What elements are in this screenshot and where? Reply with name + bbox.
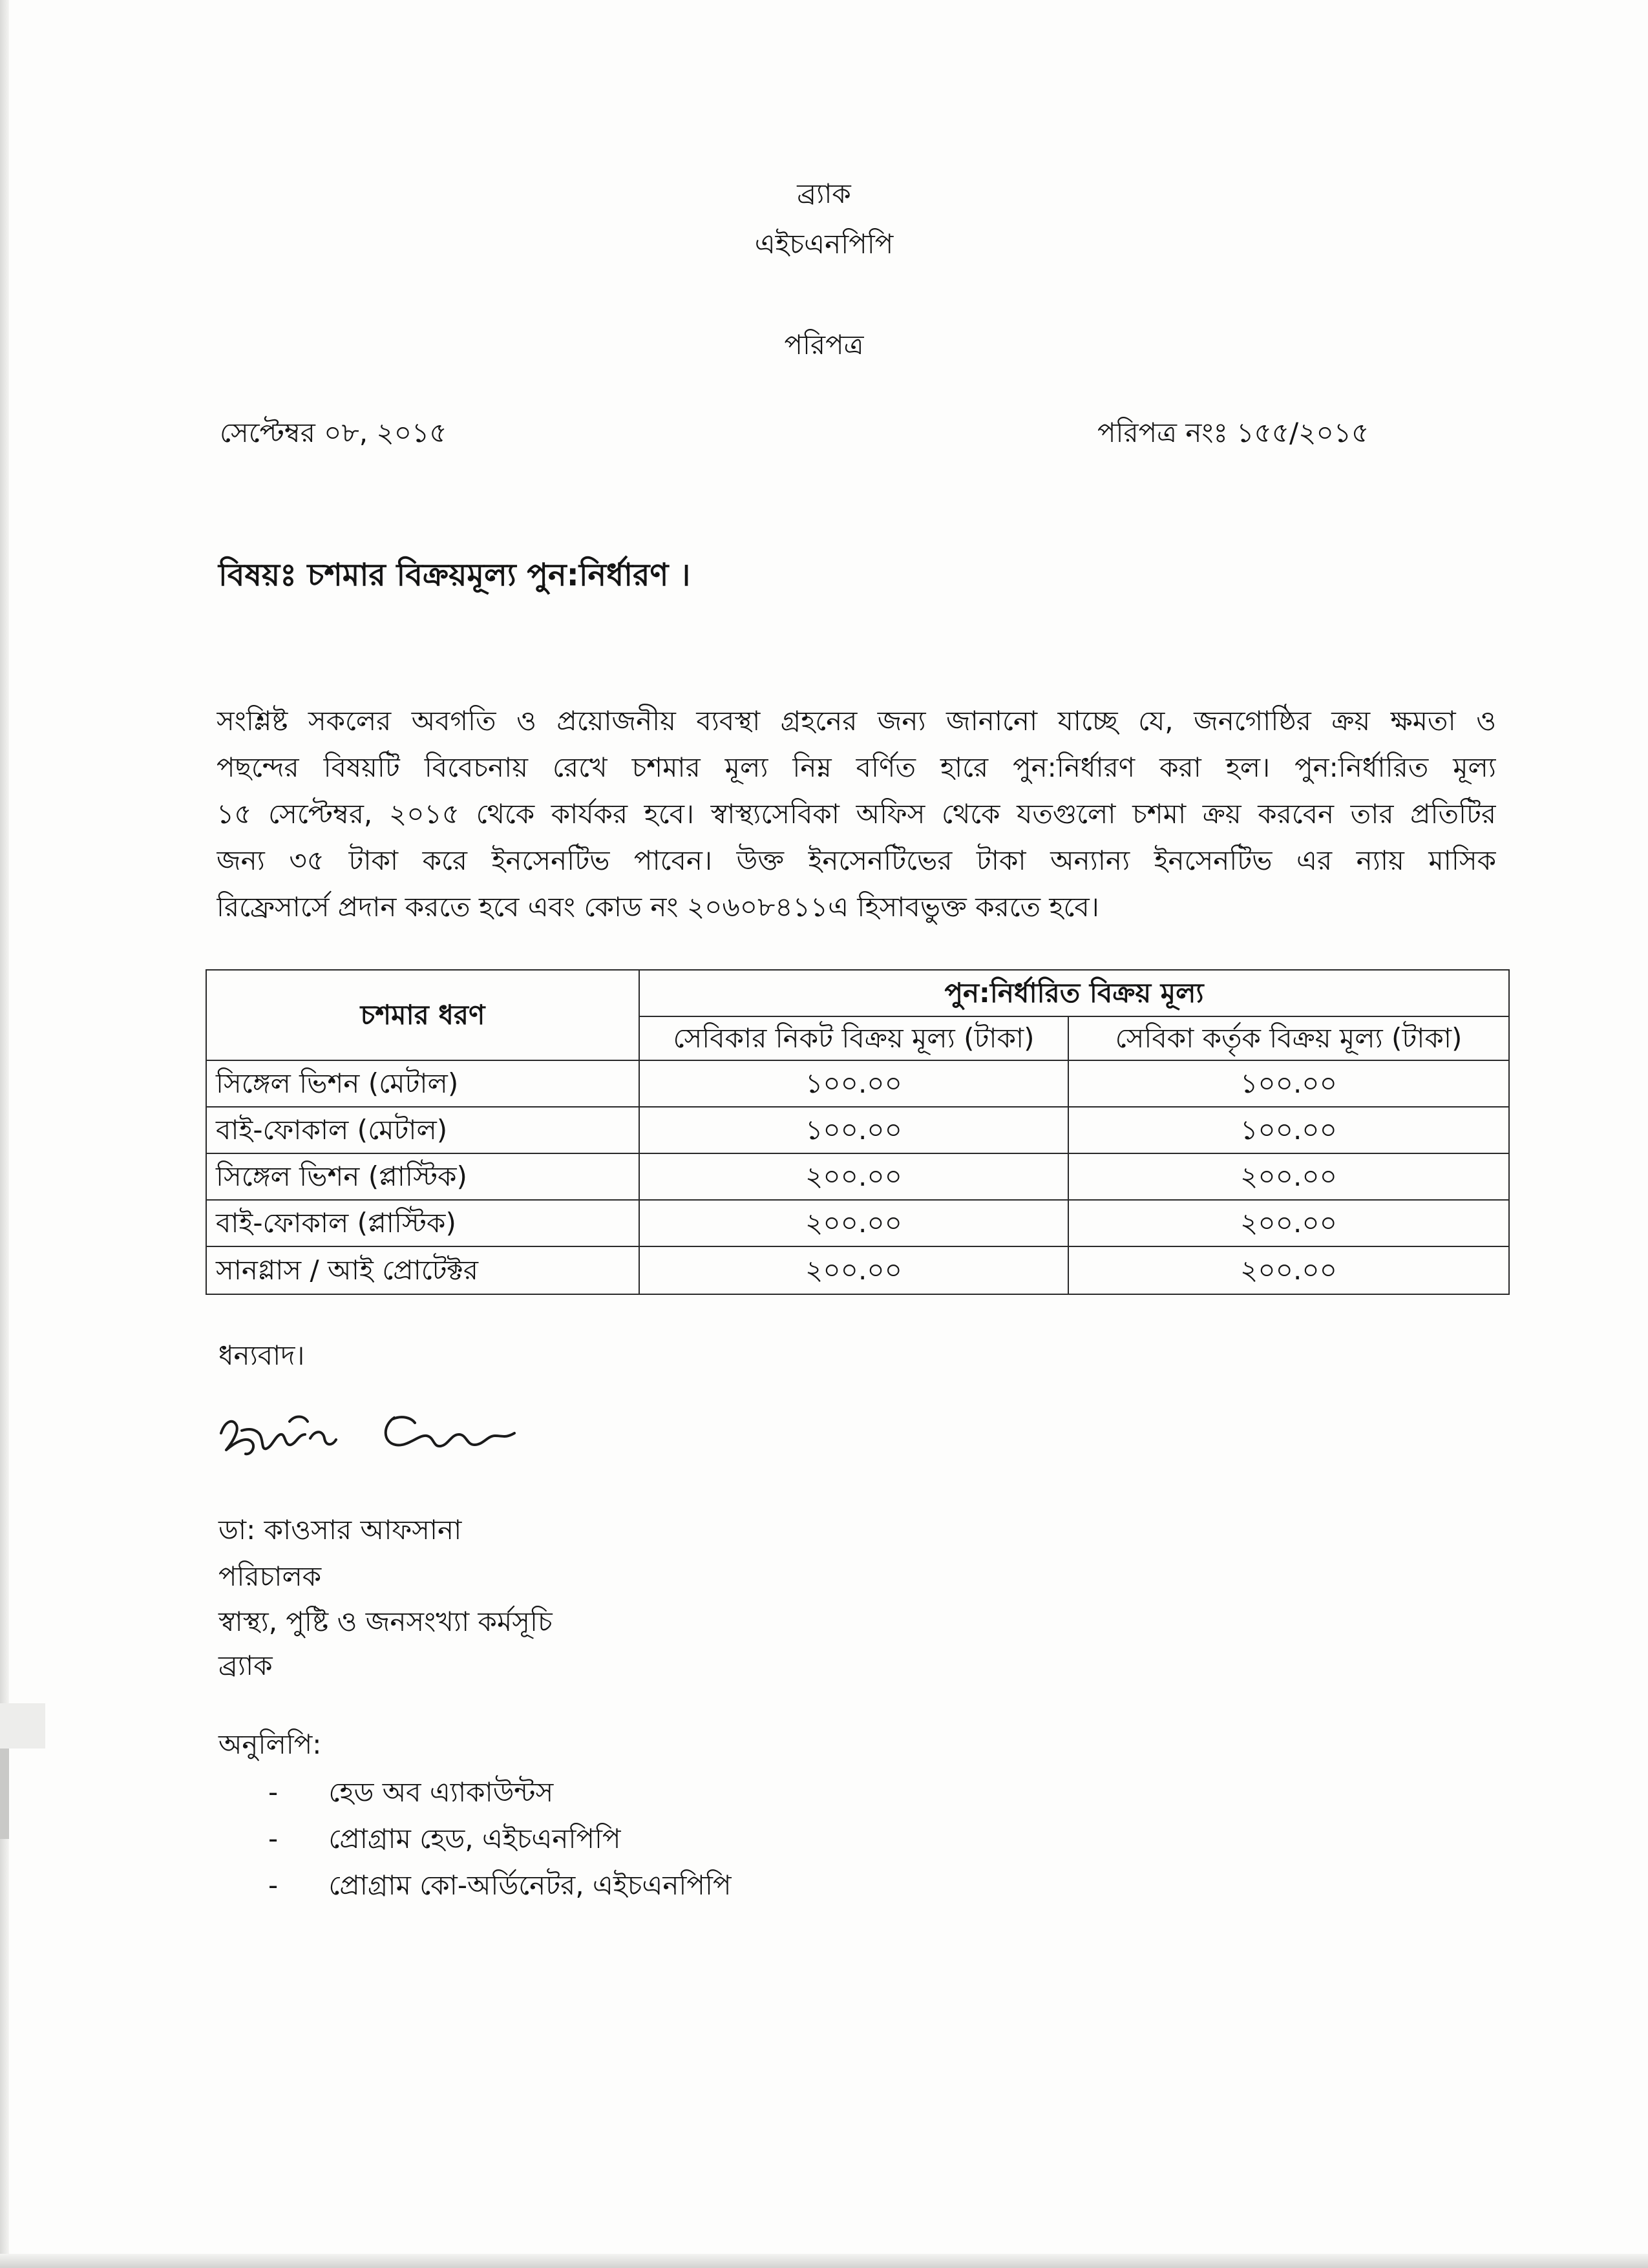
subject-line: বিষয়ঃ চশমার বিক্রয়মূল্য পুন:নির্ধারণ । <box>218 557 691 593</box>
cell-price-b: ১০০.০০ <box>1068 1107 1509 1153</box>
column-header-sale-by-sebika: সেবিকা কর্তৃক বিক্রয় মূল্য (টাকা) <box>1068 1016 1509 1060</box>
table-row <box>206 1107 1509 1153</box>
cell-type: সিঙ্গেল ভিশন (প্লাস্টিক) <box>206 1153 639 1200</box>
copy-to-item <box>268 1821 621 1857</box>
list-dash: - <box>268 1776 279 1808</box>
table-row <box>206 1060 1509 1107</box>
scan-artifact <box>0 1703 45 1748</box>
copy-to-label: অনুলিপি: <box>218 1728 322 1760</box>
copy-to-item <box>268 1774 553 1811</box>
body-line: সংশ্লিষ্ট সকলের অবগতি ও প্রয়োজনীয় ব্যবস্থা গ্রহনের জন্য জানানো যাচ্ছে যে, জনগোষ্ঠির ক্রয় ক্ষমতা ও <box>217 705 1496 737</box>
cell-type: সানগ্লাস / আই প্রোটেক্টর <box>206 1246 639 1294</box>
table-row <box>206 1246 1509 1294</box>
circular-number: পরিপত্র নংঃ ১৫৫/২০১৫ <box>1097 417 1369 448</box>
signatory-name: ডা: কাওসার আফসানা <box>218 1514 462 1546</box>
list-dash: - <box>268 1869 279 1901</box>
cell-price-a: ২০০.০০ <box>639 1200 1068 1246</box>
cell-price-b: ২০০.০০ <box>1068 1153 1509 1200</box>
body-paragraph <box>217 698 1496 930</box>
cell-type: সিঙ্গেল ভিশন (মেটাল) <box>206 1060 639 1107</box>
cell-price-b: ১০০.০০ <box>1068 1060 1509 1107</box>
table-row <box>206 1200 1509 1246</box>
column-header-type: চশমার ধরণ <box>206 970 639 1060</box>
org-name: ব্র্যাক <box>797 178 851 209</box>
body-line: পছন্দের বিষয়টি বিবেচনায় রেখে চশমার মূল্য নিম্ন বর্ণিত হারে পুন:নির্ধারণ করা হল। পুন:নির্ধারিত মূল্য <box>217 751 1496 783</box>
body-line: রিফ্রেসার্সে প্রদান করতে হবে এবং কোড নং ২০৬০৮৪১১এ হিসাবভুক্ত করতে হবে। <box>217 891 1099 923</box>
closing-thanks: ধন্যবাদ। <box>218 1339 305 1371</box>
copy-to-item-text: প্রোগ্রাম কো-অর্ডিনেটর, এইচএনপিপি <box>328 1869 732 1901</box>
column-header-sale-to-sebika: সেবিকার নিকট বিক্রয় মূল্য (টাকা) <box>639 1016 1068 1060</box>
cell-price-a: ২০০.০০ <box>639 1153 1068 1200</box>
scan-artifact <box>0 1748 9 1839</box>
document-type: পরিপত্র <box>784 329 864 361</box>
body-line: জন্য ৩৫ টাকা করে ইনসেনটিভ পাবেন। উক্ত ইনসেনটিভের টাকা অন্যান্য ইনসেনটিভ এর ন্যায় মাসিক <box>217 845 1496 876</box>
cell-price-a: ১০০.০০ <box>639 1060 1068 1107</box>
price-table <box>206 969 1510 1295</box>
list-dash: - <box>268 1823 279 1854</box>
copy-to-item <box>268 1867 731 1904</box>
circular-date: সেপ্টেম্বর ০৮, ২০১৫ <box>220 417 447 448</box>
cell-price-b: ২০০.০০ <box>1068 1200 1509 1246</box>
cell-price-b: ২০০.০০ <box>1068 1246 1509 1294</box>
program-name: এইচএনপিপি <box>754 228 894 260</box>
signatory-title: পরিচালক <box>218 1560 322 1592</box>
cell-price-a: ২০০.০০ <box>639 1246 1068 1294</box>
table-row <box>206 1153 1509 1200</box>
signatory-org: ব্র্যাক <box>218 1650 273 1681</box>
cell-type: বাই-ফোকাল (মেটাল) <box>206 1107 639 1153</box>
copy-to-item-text: হেড অব এ্যাকাউন্টস <box>328 1776 554 1808</box>
copy-to-item-text: প্রোগ্রাম হেড, এইচএনপিপি <box>328 1823 621 1854</box>
cell-type: বাই-ফোকাল (প্লাস্টিক) <box>206 1200 639 1246</box>
handwritten-signature <box>213 1396 523 1473</box>
body-line: ১৫ সেপ্টেম্বর, ২০১৫ থেকে কার্যকর হবে। স্বাস্থ্যসেবিকা অফিস থেকে যতগুলো চশমা ক্রয় করবেন তার প্রতিটির <box>217 798 1496 830</box>
column-group-header: পুন:নির্ধারিত বিক্রয় মূল্য <box>639 970 1509 1016</box>
scan-edge-bottom <box>0 2254 1648 2268</box>
cell-price-a: ১০০.০০ <box>639 1107 1068 1153</box>
signatory-program: স্বাস্থ্য, পুষ্টি ও জনসংখ্যা কর্মসূচি <box>218 1606 553 1637</box>
